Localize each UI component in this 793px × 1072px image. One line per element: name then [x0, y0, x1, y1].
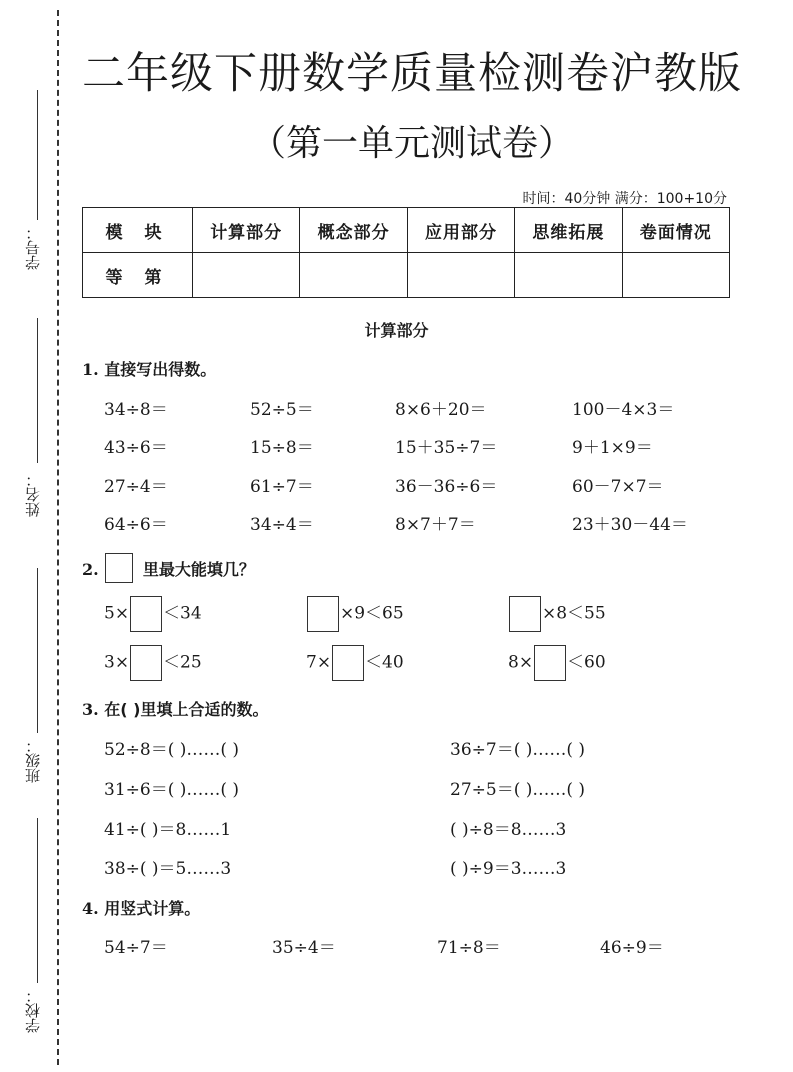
- question-text: 里最大能填几？: [142, 560, 255, 579]
- question-3-title: [82, 697, 268, 720]
- inequality-suffix: ＜34: [163, 603, 202, 624]
- fill-blank-item: 52÷8＝( )……( ): [104, 740, 240, 760]
- question-number: 2.: [82, 560, 99, 579]
- grade-cell[interactable]: [515, 253, 622, 298]
- answer-box[interactable]: [130, 596, 162, 632]
- arithmetic-item: 9＋1×9＝: [572, 438, 653, 458]
- grade-cell[interactable]: [193, 253, 300, 298]
- grade-cell[interactable]: [407, 253, 514, 298]
- fill-blank-item: ( )÷8＝8……3: [450, 820, 567, 840]
- arithmetic-item: 64÷6＝: [104, 515, 168, 535]
- score-header-cell: 概念部分: [300, 208, 407, 253]
- arithmetic-item: 15÷8＝: [250, 438, 314, 458]
- vertical-calc-item: 54÷7＝: [104, 938, 168, 958]
- inequality-item: [306, 645, 404, 681]
- inequality-prefix: 7×: [306, 652, 332, 673]
- inequality-suffix: ×8＜55: [542, 603, 606, 624]
- vertical-calc-item: 46÷9＝: [600, 938, 664, 958]
- score-header-cell: 思维拓展: [515, 208, 622, 253]
- grade-cell[interactable]: [300, 253, 407, 298]
- score-table: [82, 207, 730, 298]
- grade-row-label: 等 第: [83, 253, 193, 298]
- inequality-item: [306, 596, 404, 632]
- vertical-calc-item: 35÷4＝: [272, 938, 336, 958]
- answer-box[interactable]: [332, 645, 364, 681]
- inequality-prefix: 8×: [508, 652, 534, 673]
- answer-box[interactable]: [534, 645, 566, 681]
- school-line[interactable]: [37, 818, 38, 983]
- answer-box[interactable]: [130, 645, 162, 681]
- class-label: 班级：: [24, 738, 42, 783]
- score-table-header-row: [83, 208, 730, 253]
- inequality-suffix: ＜60: [567, 652, 606, 673]
- page-subtitle: （第一单元测试卷）: [249, 123, 574, 164]
- inequality-suffix: ×9＜65: [340, 603, 404, 624]
- name-label: 姓名：: [24, 472, 42, 517]
- arithmetic-item: 100－4×3＝: [572, 400, 675, 420]
- inequality-item: [104, 645, 202, 681]
- section-title: 计算部分: [364, 321, 429, 340]
- arithmetic-item: 23＋30－44＝: [572, 515, 688, 535]
- fill-blank-item: ( )÷9＝3……3: [450, 859, 567, 879]
- arithmetic-item: 60－7×7＝: [572, 477, 664, 497]
- time-info: 时间：40分钟 满分：100+10分: [522, 191, 727, 207]
- question-text: 直接写出得数。: [104, 360, 217, 379]
- question-4-title: [82, 896, 200, 919]
- arithmetic-item: 36－36÷6＝: [395, 477, 498, 497]
- inequality-suffix: ＜40: [365, 652, 404, 673]
- arithmetic-item: 61÷7＝: [250, 477, 314, 497]
- question-2-title: [82, 553, 255, 583]
- score-header-cell: 卷面情况: [622, 208, 729, 253]
- question-number: 1.: [82, 360, 99, 379]
- page-title: 二年级下册数学质量检测卷沪教版: [82, 49, 742, 99]
- score-table-grade-row: [83, 253, 730, 298]
- fill-blank-item: 38÷( )＝5……3: [104, 859, 232, 879]
- answer-box[interactable]: [509, 596, 541, 632]
- question-number: 3.: [82, 700, 99, 719]
- vertical-calc-item: 71÷8＝: [437, 938, 501, 958]
- question-text: 在( )里填上合适的数。: [104, 700, 269, 719]
- inequality-prefix: 3×: [104, 652, 130, 673]
- arithmetic-item: 52÷5＝: [250, 400, 314, 420]
- inequality-item: [508, 596, 606, 632]
- question-1-title: [82, 357, 216, 380]
- grade-cell[interactable]: [622, 253, 729, 298]
- arithmetic-item: 34÷4＝: [250, 515, 314, 535]
- score-header-cell: 计算部分: [193, 208, 300, 253]
- inequality-item: [104, 596, 202, 632]
- inequality-prefix: 5×: [104, 603, 130, 624]
- answer-box[interactable]: [307, 596, 339, 632]
- question-text: 用竖式计算。: [104, 899, 201, 918]
- score-header-cell: 模 块: [83, 208, 193, 253]
- fill-blank-item: 41÷( )＝8……1: [104, 820, 232, 840]
- arithmetic-item: 34÷8＝: [104, 400, 168, 420]
- arithmetic-item: 43÷6＝: [104, 438, 168, 458]
- fill-blank-item: 36÷7＝( )……( ): [450, 740, 586, 760]
- school-label: 学校：: [24, 988, 42, 1033]
- score-header-cell: 应用部分: [407, 208, 514, 253]
- arithmetic-item: 8×6＋20＝: [395, 400, 487, 420]
- question-number: 4.: [82, 899, 99, 918]
- binding-dashed-line: [57, 10, 59, 1065]
- student-number-label: 学号：: [24, 225, 42, 270]
- student-number-line[interactable]: [37, 90, 38, 220]
- fill-blank-item: 27÷5＝( )……( ): [450, 780, 586, 800]
- arithmetic-item: 8×7＋7＝: [395, 515, 476, 535]
- answer-box: [105, 553, 133, 583]
- arithmetic-item: 27÷4＝: [104, 477, 168, 497]
- fill-blank-item: 31÷6＝( )……( ): [104, 780, 240, 800]
- arithmetic-item: 15＋35÷7＝: [395, 438, 498, 458]
- inequality-item: [508, 645, 606, 681]
- inequality-suffix: ＜25: [163, 652, 202, 673]
- class-line[interactable]: [37, 568, 38, 733]
